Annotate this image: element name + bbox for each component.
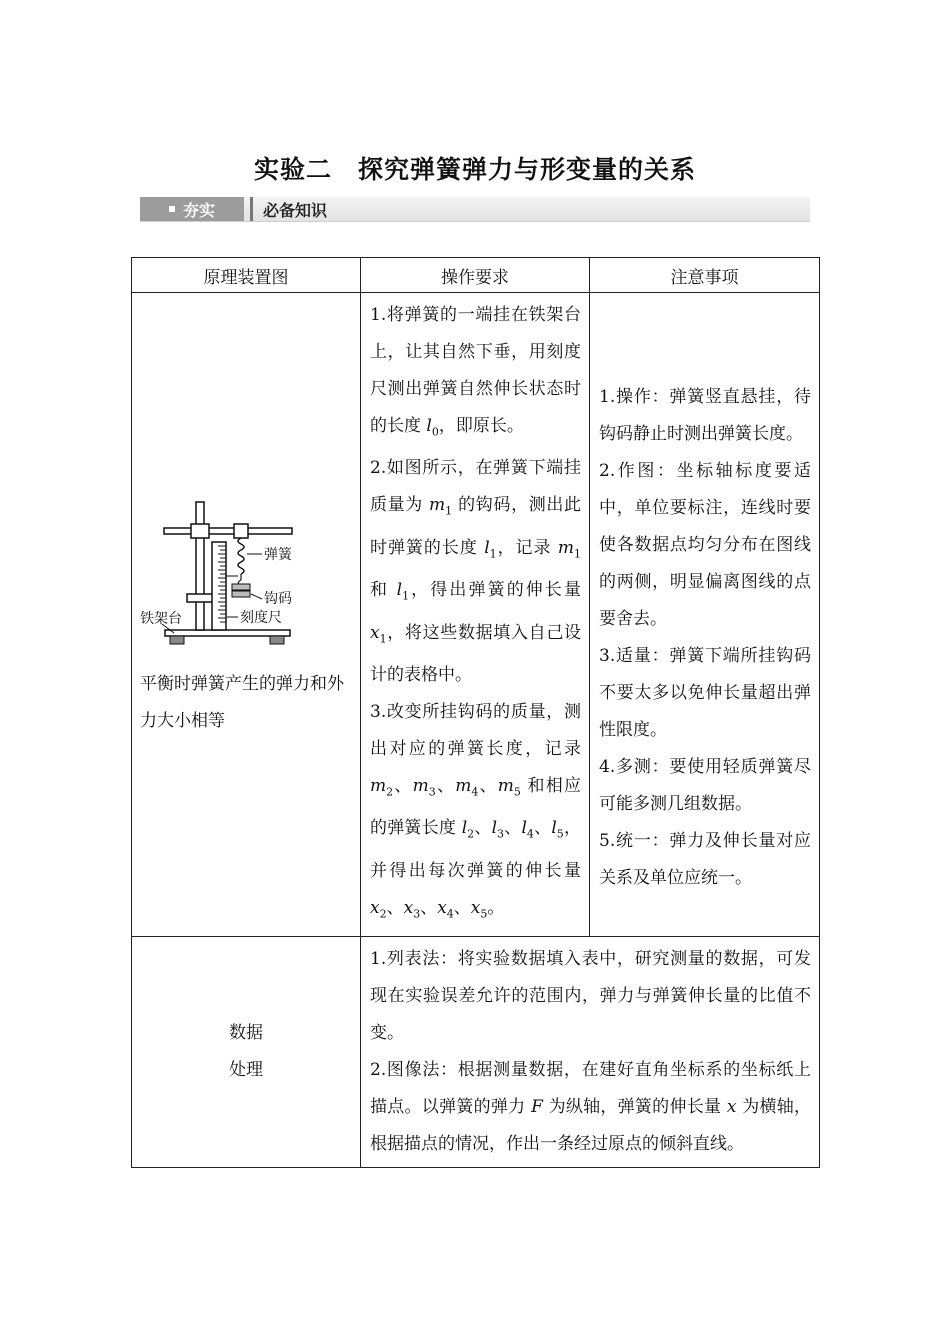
data-processing-label: 数据 处理 bbox=[132, 937, 361, 1168]
section-name: 必备知识 bbox=[250, 197, 327, 221]
note-item: 1.操作：弹簧竖直悬挂，待钩码静止时测出弹簧长度。 bbox=[599, 386, 811, 444]
table-row bbox=[132, 293, 820, 937]
operation-step-1: 1.将弹簧的一端挂在铁架台上，让其自然下垂，用刻度尺测出弹簧自然伸长状态时的长度 $l_0$，即原长。 bbox=[370, 305, 581, 439]
note-item: 3.适量：弹簧下端所挂钩码不要太多以免伸长量超出弹性限度。 bbox=[599, 645, 811, 740]
operation-cell bbox=[361, 293, 590, 937]
note-item: 5.统一：弹力及伸长量对应关系及单位应统一。 bbox=[599, 830, 811, 888]
label-spring: 弹簧 bbox=[264, 546, 292, 563]
label-ruler: 刻度尺 bbox=[240, 609, 282, 626]
square-bullet-icon bbox=[169, 206, 175, 212]
apparatus-diagram bbox=[140, 496, 352, 656]
page-title: 实验二 探究弹簧弹力与形变量的关系 bbox=[253, 155, 696, 184]
experiment-table bbox=[131, 257, 820, 1168]
operation-step-2: 2.如图所示，在弹簧下端挂质量为 $m_1$ 的钩码，测出此时弹簧的长度 $l_1$，记录 $m_1$ 和 $l_1$，得出弹簧的伸长量 $x_1$，将这些数据填入自己设计的表格中。 bbox=[370, 458, 582, 685]
note-item: 4.多测：要使用轻质弹簧尽可能多测几组数据。 bbox=[599, 756, 811, 814]
table-header-row bbox=[132, 258, 820, 293]
principle-cell bbox=[132, 293, 361, 937]
data-processing-method-1: 1.列表法：将实验数据填入表中，研究测量的数据，可发现在实验误差允许的范围内，弹力与弹簧伸长量的比值不变。 bbox=[370, 949, 811, 1044]
data-processing-method-2: 2.图像法：根据测量数据，在建好直角坐标系的坐标纸上描点。以弹簧的弹力 F 为纵轴，弹簧的伸长量 x 为横轴，根据描点的情况，作出一条经过原点的倾斜直线。 bbox=[370, 1060, 811, 1155]
operation-step-3: 3.改变所挂钩码的质量，测出对应的弹簧长度，记录 $m_2$、$m_3$、$m_4$、$m_5$ 和相应的弹簧长度 $l_2$、$l_3$、$l_4$、$l_5$，并得出每次弹簧的伸长量 $x_2$、$x_3$、$x_4$、$x_5$。 bbox=[370, 701, 582, 921]
section-header bbox=[140, 197, 810, 222]
note-item: 2.作图：坐标轴标度要适中，单位要标注，连线时要使各数据点均匀分布在图线的两侧，明显偏离图线的点要舍去。 bbox=[599, 460, 811, 629]
label-weight: 钩码 bbox=[264, 590, 292, 607]
section-tag bbox=[140, 197, 244, 221]
notes-cell bbox=[590, 293, 820, 937]
section-tag-label: 夯实 bbox=[182, 200, 215, 220]
data-processing-cell bbox=[361, 937, 820, 1168]
header-principle: 原理装置图 bbox=[132, 258, 361, 293]
principle-caption: 平衡时弹簧产生的弹力和外力大小相等 bbox=[140, 673, 344, 731]
header-notes: 注意事项 bbox=[590, 258, 820, 293]
label-stand: 铁架台 bbox=[140, 610, 182, 627]
table-row bbox=[132, 937, 820, 1168]
header-operation: 操作要求 bbox=[361, 258, 590, 293]
